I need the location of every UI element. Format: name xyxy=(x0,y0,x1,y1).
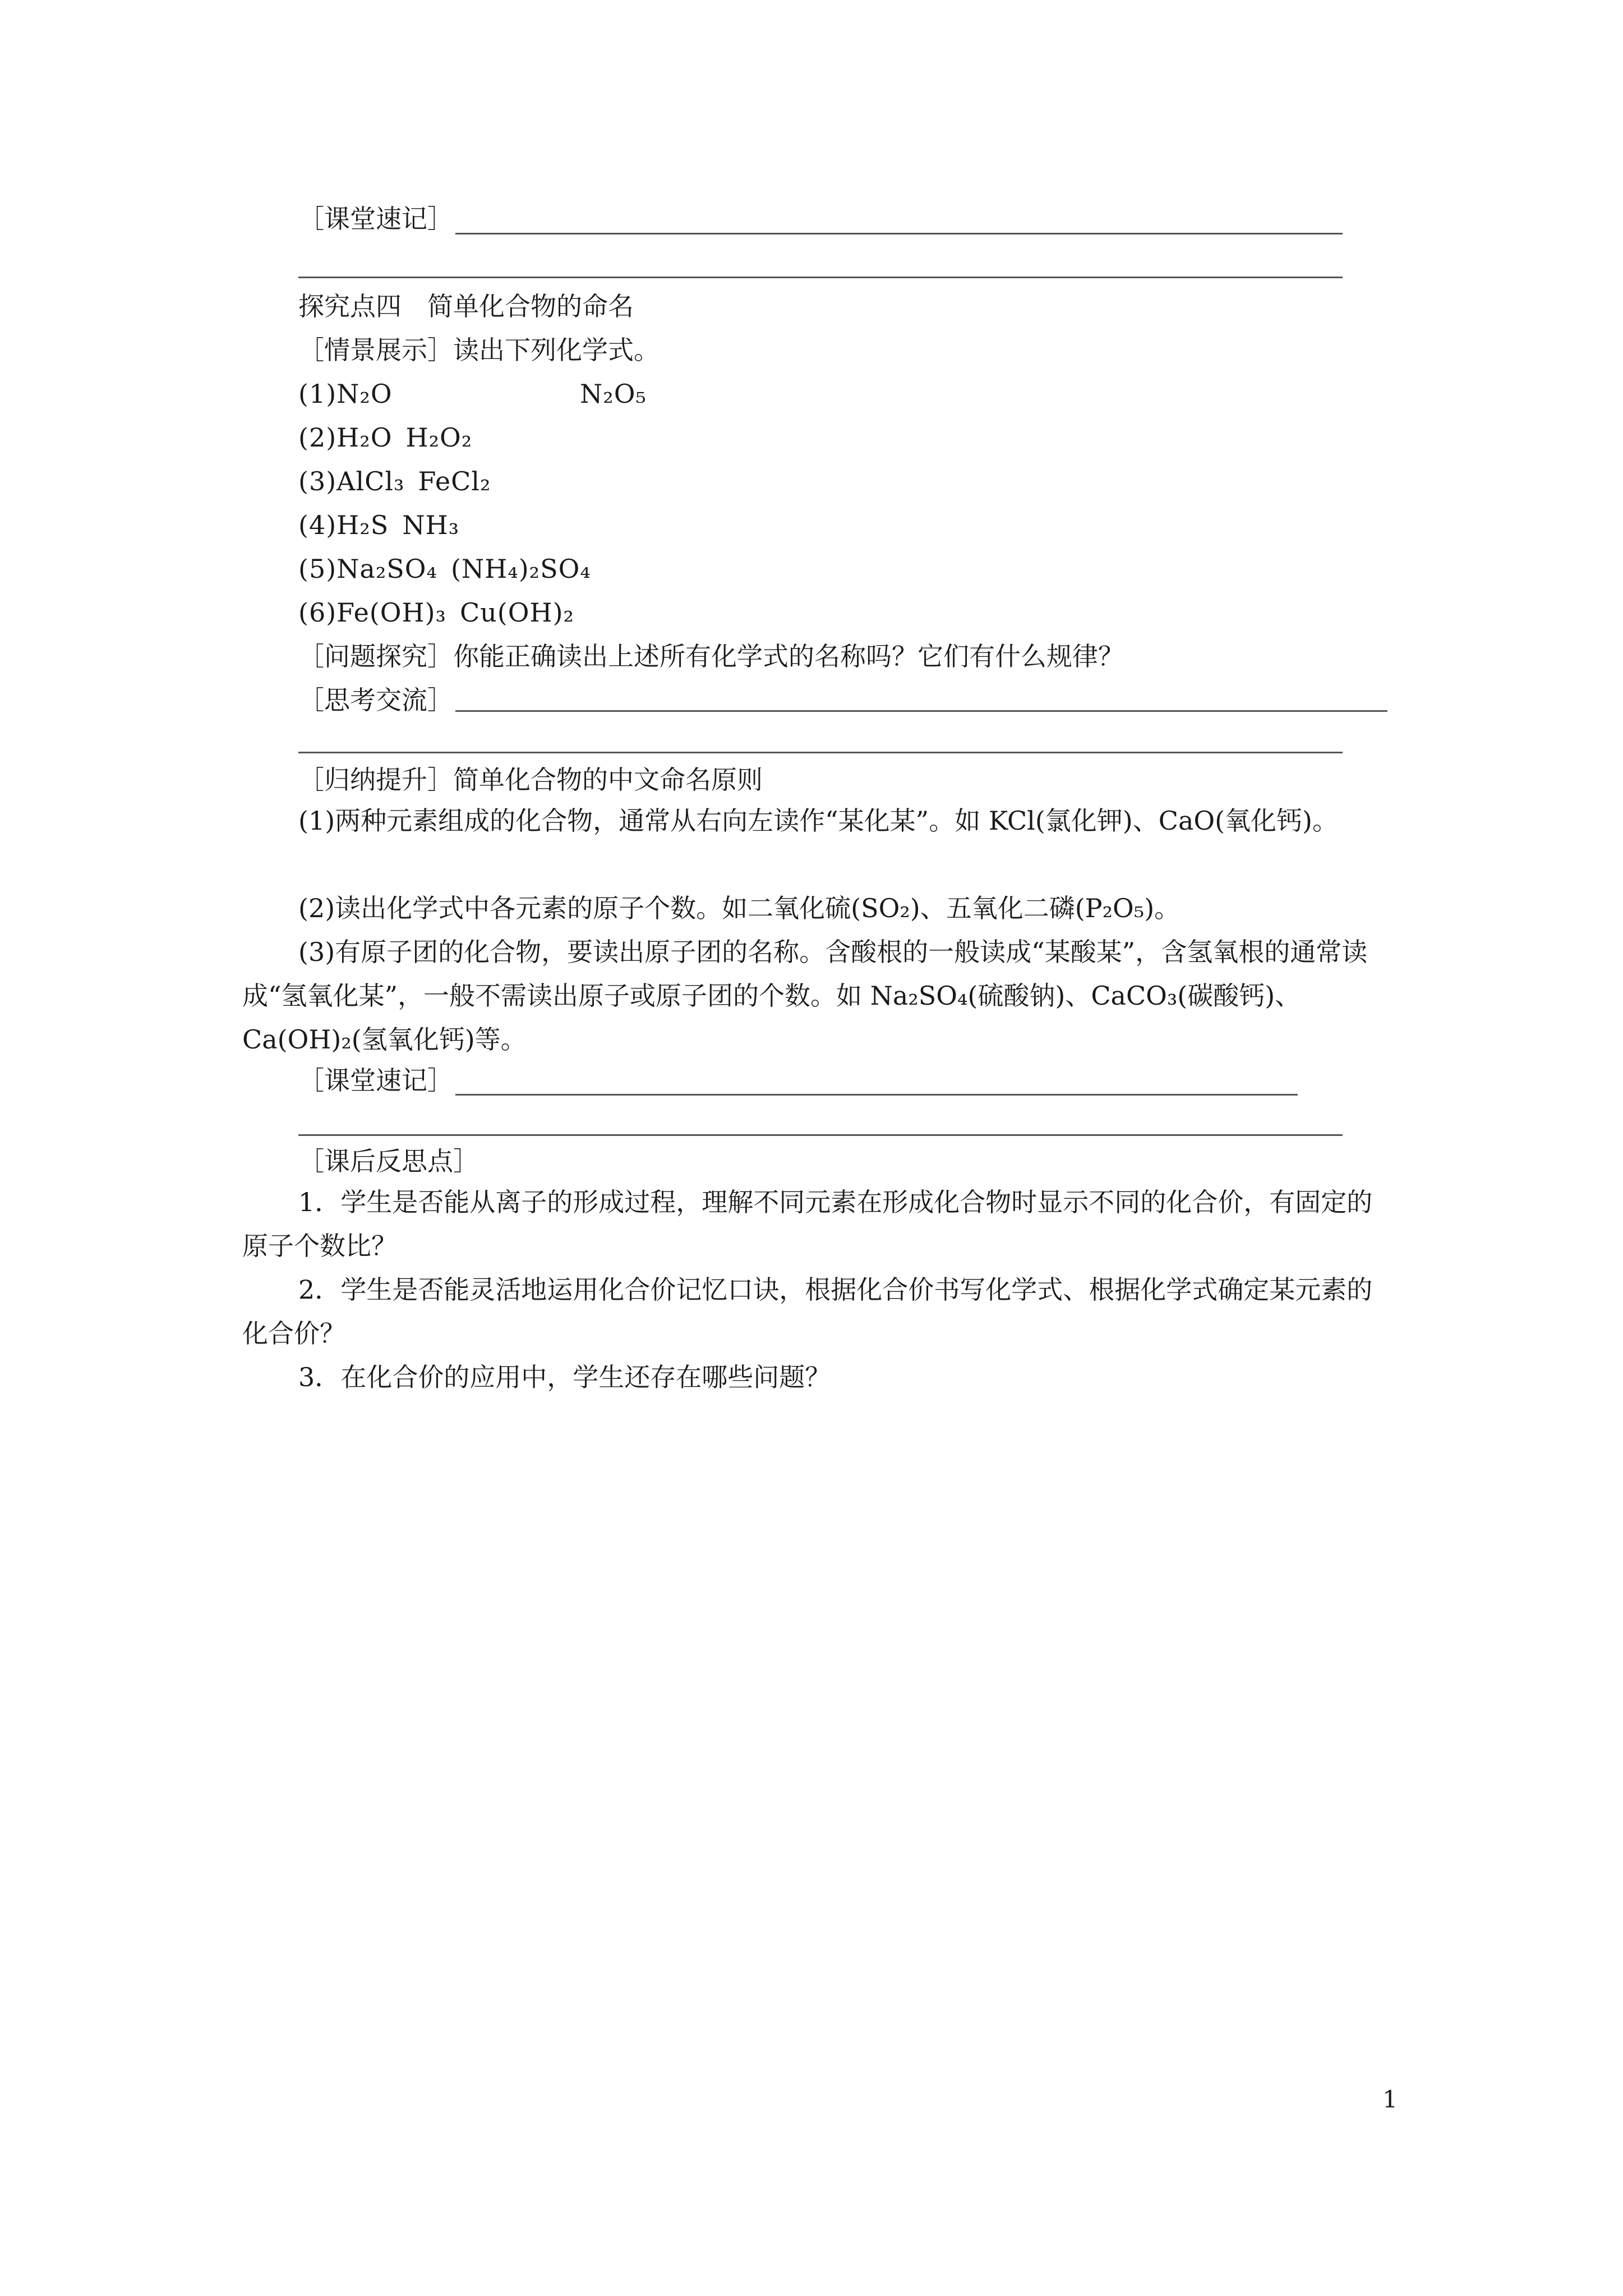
question-text: 你能正确读出上述所有化学式的名称吗？它们有什么规律？ xyxy=(453,641,1124,671)
rule-paragraph-3: (3)有原子团的化合物，要读出原子团的名称。含酸根的一般读成“某酸某”，含氢氧根的通常读成“氢氧化某”，一般不需读出原子或原子团的个数。如 Na₂SO₄(硫酸钠)、CaCO₃(碳酸钙)、Ca(OH)₂(氢氧化钙)等。 xyxy=(242,937,1368,1055)
rule-paragraph-2: (2)读出化学式中各元素的原子个数。如二氧化硫(SO₂)、五氧化二磷(P₂O₅)。 xyxy=(298,893,1181,923)
formula-a: H₂O xyxy=(336,422,393,453)
formula-num: (6) xyxy=(298,597,337,628)
formula-num: (1) xyxy=(298,379,337,409)
formula-a: Na₂SO₄ xyxy=(336,554,437,584)
formula-row xyxy=(298,378,393,409)
page-number: 1 xyxy=(1382,2086,1398,2113)
formula-b: NH₃ xyxy=(402,510,460,540)
scenario-line xyxy=(298,334,660,366)
formula-row xyxy=(298,553,591,585)
notes-blank-line[interactable] xyxy=(298,277,1343,278)
reflection-label: ［课后反思点］ xyxy=(298,1146,479,1176)
reflection-item: 1．学生是否能从离子的形成过程，理解不同元素在形成化合物时显示不同的化合价，有固定的原子个数比？ xyxy=(242,1187,1373,1261)
scenario-text: 读出下列化学式。 xyxy=(453,335,660,365)
summary-line xyxy=(298,764,763,795)
notes-blank-line[interactable] xyxy=(455,233,1343,234)
notes-label-2: ［课堂速记］ xyxy=(298,1065,453,1096)
formula-b: H₂O₂ xyxy=(405,422,473,453)
formula-b: (NH₄)₂SO₄ xyxy=(450,554,591,584)
question-line xyxy=(298,641,1124,672)
formula-row xyxy=(298,422,472,453)
section-heading: 探究点四 简单化合物的命名 xyxy=(298,291,634,321)
formula-num: (2) xyxy=(298,422,337,453)
formula-b: Cu(OH)₂ xyxy=(459,597,574,628)
formula-row xyxy=(298,509,459,541)
question-label: ［问题探究］ xyxy=(298,641,453,671)
formula-num: (4) xyxy=(298,510,337,540)
formula-a: AlCl₃ xyxy=(336,466,405,496)
think-label: ［思考交流］ xyxy=(298,685,453,715)
scenario-label: ［情景展示］ xyxy=(298,335,453,365)
reflection-item: 2．学生是否能灵活地运用化合价记忆口诀，根据化合价书写化学式、根据化学式确定某元素的化合价？ xyxy=(242,1274,1373,1349)
think-blank-line[interactable] xyxy=(298,752,1343,753)
formula-b: FeCl₂ xyxy=(418,466,491,496)
think-blank-line[interactable] xyxy=(455,710,1387,712)
formula-num: (3) xyxy=(298,466,337,496)
rule-paragraph-1: (1)两种元素组成的化合物，通常从右向左读作“某化某”。如 KCl(氯化钾)、CaO(氧化钙)。 xyxy=(298,806,1338,836)
formula-a: H₂S xyxy=(336,510,389,540)
formula-row xyxy=(298,466,491,497)
formula-row xyxy=(298,597,574,628)
summary-title: 简单化合物的中文命名原则 xyxy=(453,765,763,795)
reflection-item: 3．在化合价的应用中，学生还存在哪些问题？ xyxy=(298,1362,831,1392)
notes-blank-line[interactable] xyxy=(298,1134,1343,1136)
formula-a: N₂O xyxy=(336,379,393,409)
notes-label-1: ［课堂速记］ xyxy=(298,204,453,234)
formula-b: N₂O₅ xyxy=(580,379,647,409)
formula-a: Fe(OH)₃ xyxy=(336,597,446,628)
summary-label: ［归纳提升］ xyxy=(298,765,453,795)
formula-num: (5) xyxy=(298,554,337,584)
notes-blank-line[interactable] xyxy=(455,1094,1298,1096)
